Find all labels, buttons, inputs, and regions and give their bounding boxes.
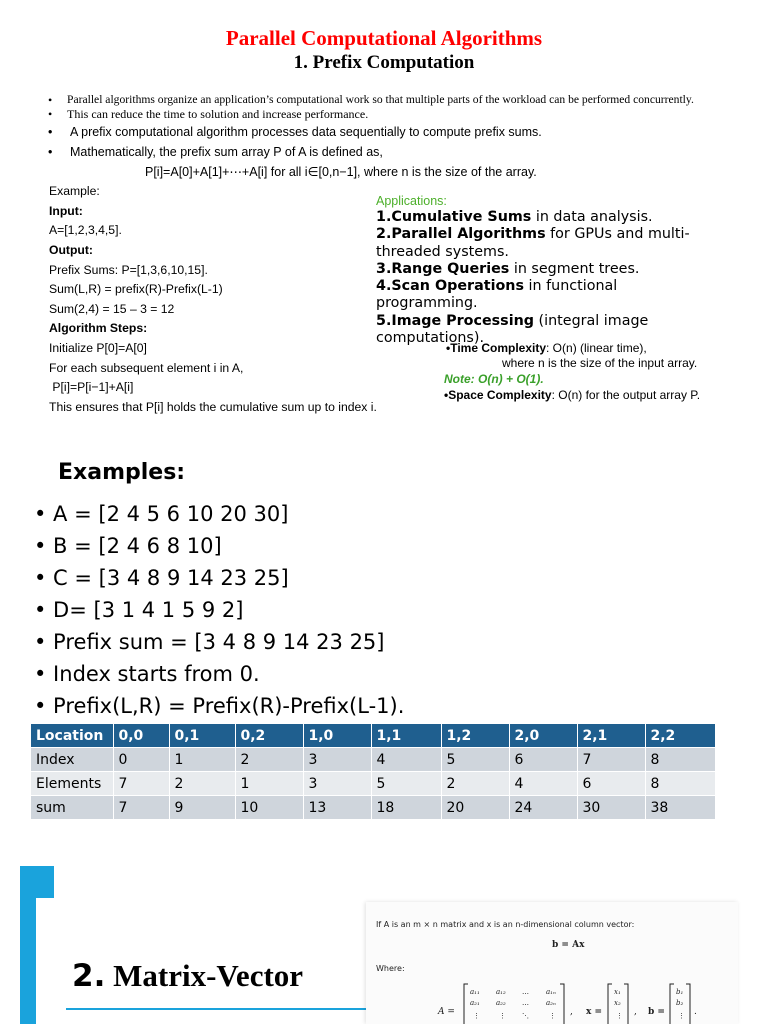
table-row [31,796,715,820]
table-cell: 7 [577,748,645,772]
output-line: Prefix Sums: P=[1,3,6,10,15]. [49,263,208,277]
table-header: 0,2 [235,724,303,748]
bullet-dot: • [48,93,53,107]
time-complexity-note: where n is the size of the input array. [502,356,698,370]
prefix-definition: P[i]=A[0]+A[1]+⋯+A[i] for all i∈[0,n−1], where n is the size of the array. [145,165,537,179]
bullet-text: This can reduce the time to solution and increase performance. [67,107,369,121]
svg-text:b₁: b₁ [676,988,684,996]
applications-list [376,209,706,347]
table-cell: 4 [371,748,441,772]
table-cell: 3 [303,748,371,772]
matrix-intro: If A is an m × n matrix and x is an n-dimensional column vector: [376,920,635,929]
svg-text:⋱: ⋱ [522,1012,529,1020]
complexity-note: Note: O(n) + O(1). [444,372,544,386]
step-line: Initialize P[0]=A[0] [49,341,147,355]
section2-title [72,958,303,994]
example-line: • Index starts from 0. [34,662,260,686]
svg-text:A =: A = [438,1007,455,1017]
svg-text:b₂: b₂ [676,999,684,1007]
matrix-vector-figure [366,902,738,1024]
example-line: • Prefix(L,R) = Prefix(R)-Prefix(L-1). [34,694,405,718]
example-line: • Prefix sum = [3 4 8 9 14 23 25] [34,630,385,654]
svg-text:a₂₁: a₂₁ [470,999,480,1007]
table-header: 0,1 [169,724,235,748]
table-row [31,772,715,796]
page-title: Parallel Computational Algorithms [225,26,543,50]
table-cell: 1 [169,748,235,772]
table-cell: 24 [509,796,577,820]
svg-text:,: , [634,1007,637,1017]
section-subtitle: 1. Prefix Computation [293,52,475,73]
matrix-notation-graphic [436,980,716,1024]
example-label: Example: [49,184,100,198]
svg-text:⋮: ⋮ [499,1012,506,1020]
application-item: 3.Range Queries in segment trees. [376,260,640,277]
table-cell: Index [31,748,113,772]
application-item: 4.Scan Operations in functional programming. [376,278,618,312]
table-header: 1,0 [303,724,371,748]
table-header: 1,2 [441,724,509,748]
svg-text:⋮: ⋮ [549,1012,556,1020]
svg-text:…: … [522,999,529,1007]
table-cell: 0 [113,748,169,772]
svg-text:a₂₂: a₂₂ [496,999,506,1007]
table-cell: Elements [31,772,113,796]
step-line: P[i]=P[i−1]+A[i] [49,380,134,394]
table-cell: 4 [509,772,577,796]
matrix-where: Where: [376,964,405,973]
bullet-dot: • [48,107,53,121]
table-header: 1,1 [371,724,441,748]
table-cell: 13 [303,796,371,820]
location-table [31,724,716,820]
svg-text:x =: x = [586,1007,603,1017]
input-label: Input: [49,204,83,218]
table-cell: 6 [509,748,577,772]
table-cell: 5 [441,748,509,772]
example-line: • B = [2 4 6 8 10] [34,534,222,558]
svg-text:a₁₁: a₁₁ [470,988,480,996]
intro-bullet [48,107,748,121]
svg-text:⋮: ⋮ [473,1012,480,1020]
svg-text:a₁ₙ: a₁ₙ [546,988,556,996]
steps-label: Algorithm Steps: [49,321,148,335]
svg-text:x₂: x₂ [614,999,621,1007]
section2-number: 2. [72,958,106,994]
output-label: Output: [49,243,93,257]
svg-text:a₁₂: a₁₂ [496,988,506,996]
svg-text:⋮: ⋮ [678,1012,685,1020]
table-cell: 20 [441,796,509,820]
table-cell: 8 [645,748,715,772]
application-item: 1.Cumulative Sums in data analysis. [376,209,653,225]
intro-bullet [48,145,748,159]
table-cell: 7 [113,772,169,796]
table-cell: 10 [235,796,303,820]
table-cell: 2 [169,772,235,796]
application-item: 2.Parallel Algorithms for GPUs and multi-threaded systems. [376,226,690,260]
step-line: This ensures that P[i] holds the cumulative sum up to index i. [49,400,377,414]
step-line: For each subsequent element i in A, [49,361,244,375]
table-cell: 30 [577,796,645,820]
table-header-row [31,724,715,748]
svg-text:,: , [570,1007,573,1017]
table-cell: 9 [169,796,235,820]
applications-heading: Applications: [376,194,447,208]
space-complexity: •Space Complexity: O(n) for the output array P. [444,388,701,402]
input-value: A=[1,2,3,4,5]. [49,223,122,237]
table-cell: 18 [371,796,441,820]
svg-text:.: . [694,1007,697,1017]
output-line: Sum(L,R) = prefix(R)-Prefix(L-1) [49,282,223,296]
table-cell: 1 [235,772,303,796]
bullet-text: Parallel algorithms organize an application’s computational work so that multiple parts of the workload can be performed concurrently. [67,93,694,106]
table-cell: 38 [645,796,715,820]
svg-text:x₁: x₁ [614,988,621,996]
table-cell: 6 [577,772,645,796]
table-cell: 3 [303,772,371,796]
table-header: 2,1 [577,724,645,748]
matrix-equation: b = Ax [552,940,585,950]
svg-text:a₂ₙ: a₂ₙ [546,999,556,1007]
table-cell: 5 [371,772,441,796]
bullet-text: A prefix computational algorithm processes data sequentially to compute prefix sums. [70,125,542,139]
examples-heading: Examples: [58,460,186,485]
application-item: 5.Image Processing (integral image computations). [376,312,649,347]
section2-underline [66,1008,366,1010]
bullet-dot: • [48,145,53,159]
table-cell: 8 [645,772,715,796]
svg-text:⋮: ⋮ [616,1012,623,1020]
table-cell: 2 [235,748,303,772]
intro-bullet [48,125,748,139]
svg-text:…: … [522,988,529,996]
bullet-dot: • [48,125,53,139]
section2-title-text: Matrix-Vector [105,958,304,993]
example-line: • A = [2 4 5 6 10 20 30] [34,502,289,526]
table-header: Location [31,724,113,748]
accent-bar-top [20,866,54,898]
bullet-text: Mathematically, the prefix sum array P of A is defined as, [70,145,383,159]
time-complexity: •Time Complexity: O(n) (linear time), [446,341,647,355]
table-cell: 7 [113,796,169,820]
intro-bullet [48,93,748,107]
table-cell: sum [31,796,113,820]
table-header: 2,0 [509,724,577,748]
output-line: Sum(2,4) = 15 – 3 = 12 [49,302,175,316]
table-header: 0,0 [113,724,169,748]
accent-bar-left [20,898,36,1024]
svg-text:b =: b = [648,1007,665,1017]
example-line: • D= [3 1 4 1 5 9 2] [34,598,244,622]
table-header: 2,2 [645,724,715,748]
table-row [31,748,715,772]
table-cell: 2 [441,772,509,796]
example-line: • C = [3 4 8 9 14 23 25] [34,566,289,590]
